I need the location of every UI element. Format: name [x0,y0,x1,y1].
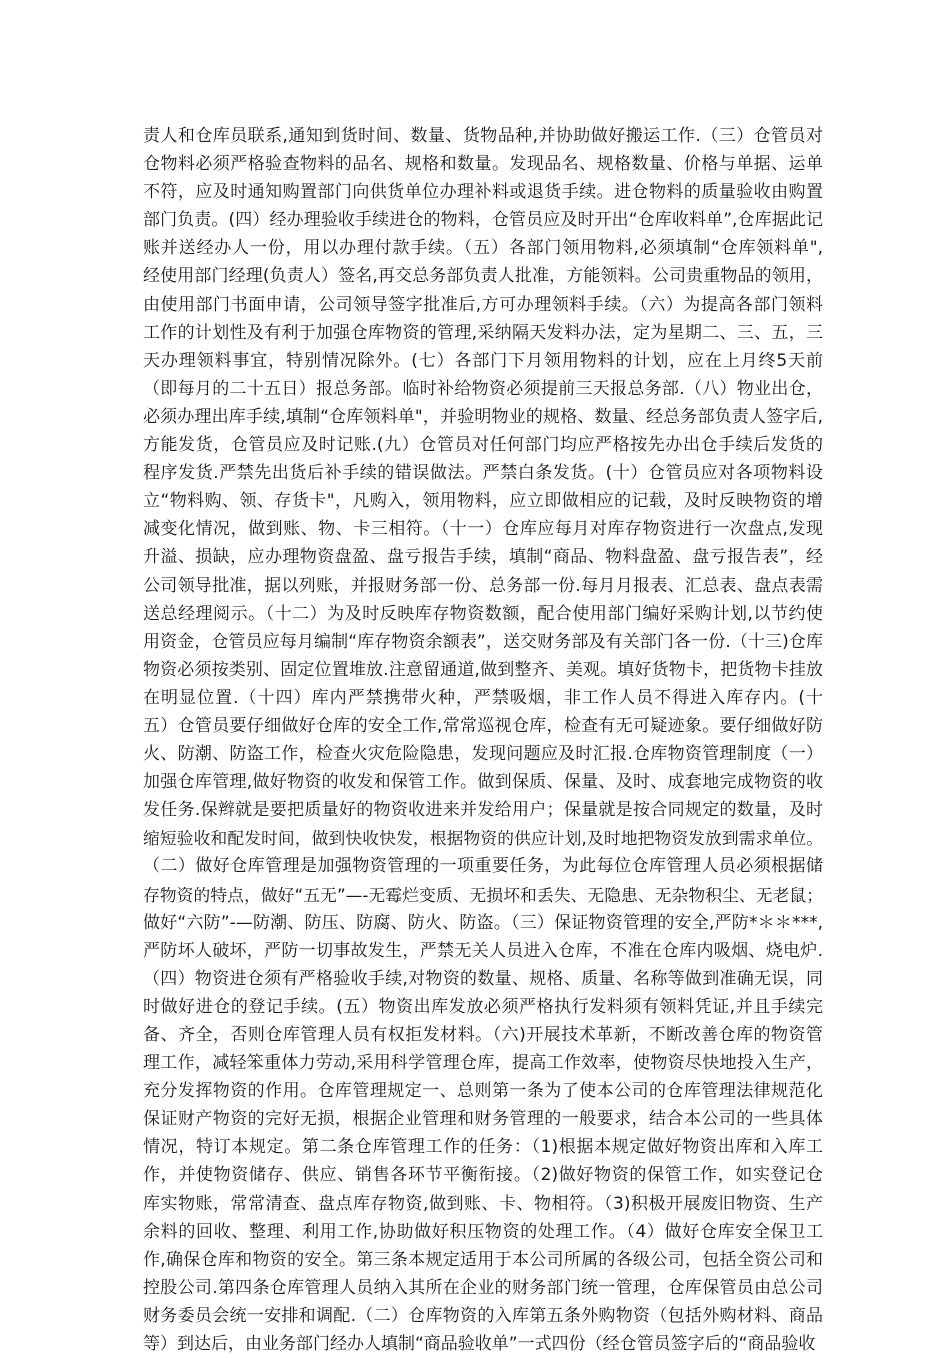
text-line: 必须办理出库手续,填制“仓库领料单"，并验明物业的规格、数量、经总务部负责人签字后, [143,406,823,427]
text-line: 用资金，仓管员应每月编制“库存物资余额表”，送交财务部及有关部门各一份.（十三)仓库 [143,631,823,652]
text-line: 减变化情况，做到账、物、卡三相符。（十一）仓库应每月对库存物资进行一次盘点,发现 [143,519,823,540]
text-line: 不符，应及时通知购置部门向供货单位办理补料或退货手续。进仓物料的质量验收由购置 [143,182,823,203]
text-line: （四）物资进仓须有严格验收手续,对物资的数量、规格、质量、名称等做到准确无误，同 [143,968,823,989]
text-line: 工作的计划性及有利于加强仓库物资的管理,采纳隔天发料办法，定为星期二、三、五，三 [143,322,823,343]
text-line: 等）到达后，由业务部门经办人填制“商品验收单”一式四份（经仓管员签字后的“商品验收 [143,1334,816,1355]
text-line: 部门负责。(四）经办理验收手续进仓的物料，仓管员应及时开出“仓库收料单”,仓库据此记 [143,210,823,231]
text-line: （即每月的二十五日）报总务部。临时补给物资必须提前三天报总务部.（八）物业出仓， [143,378,823,399]
text-line: 备、齐全，否则仓库管理人员有权拒发材料。（六)开展技术革新，不断改善仓库的物资管 [143,1025,823,1045]
text-line: 充分发挥物资的作用。仓库管理规定一、总则第一条为了使本公司的仓库管理法律规范化 [143,1081,823,1102]
text-line: 作，并使物资储存、供应、销售各环节平衡衔接。（2)做好物资的保管工作，如实登记仓 [143,1165,823,1186]
text-line: 加强仓库管理,做好物资的收发和保管工作。做到保质、保量、及时、成套地完成物资的收 [143,772,823,793]
text-line: 存物资的特点，做好“五无”—-无霉烂变质、无损坏和丢失、无隐患、无杂物积尘、无老鼠； [143,884,823,905]
text-line: 升溢、损缺，应办理物资盘盈、盘亏报告手续，填制“商品、物料盘盈、盘亏报告表”，经 [143,547,823,568]
text-line: 方能发货，仓管员应及时记账.(九）仓管员对任何部门均应严格按先办出仓手续后发货的 [143,435,823,456]
text-line: 送总经理阅示。（十二）为及时反映库存物资数额，配合使用部门编好采购计划,以节约使 [143,603,823,624]
text-line: 五）仓管员要仔细做好仓库的安全工作,常常巡视仓库，检查有无可疑迹象。要仔细做好防 [143,715,823,736]
text-line: 仓物料必须严格验查物料的品名、规格和数量。发现品名、规格数量、价格与单据、运单 [143,154,823,175]
text-line: 库实物账，常常清查、盘点库存物资,做到账、卡、物相符。（3)积极开展废旧物资、生产 [143,1193,823,1214]
text-line: 程序发货.严禁先出货后补手续的错误做法。严禁白条发货。(十）仓管员应对各项物料设 [143,463,823,484]
text-line: 立“物料购、领、存货卡"，凡购入，领用物料，应立即做相应的记载，及时反映物资的增 [143,491,823,512]
text-line: 由使用部门书面申请，公司领导签字批准后,方可办理领料手续。（六）为提高各部门领料 [143,294,823,315]
text-line: 经使用部门经理(负责人）签名,再交总务部负责人批准，方能领料。公司贵重物品的领用， [143,266,823,287]
text-line: 公司领导批准，据以列账，并报财务部一份、总务部一份.每月月报表、汇总表、盘点表需 [143,575,823,596]
text-line: 余料的回收、整理、利用工作,协助做好积压物资的处理工作。（4）做好仓库安全保卫工 [143,1221,823,1242]
text-line: 缩短验收和配发时间，做到快收快发，根据物资的供应计划,及时地把物资发放到需求单位。 [143,828,823,849]
text-line: 在明显位置.（十四）库内严禁携带火种，严禁吸烟，非工作人员不得进入库存内。(十 [143,687,823,708]
text-line: 时做好进仓的登记手续。(五）物资出库发放必须严格执行发料须有领料凭证,并且手续完 [143,996,823,1017]
text-line: 理工作，减轻笨重体力劳动,采用科学管理仓库，提高工作效率，使物资尽快地投入生产， [143,1053,823,1074]
text-line: （二）做好仓库管理是加强物资管理的一项重要任务，为此每位仓库管理人员必须根据储 [143,856,823,877]
text-line: 控股公司.第四条仓库管理人员纳入其所在企业的财务部门统一管理，仓库保管员由总公司 [143,1277,823,1298]
text-line: 作,确保仓库和物资的安全。第三条本规定适用于本公司所属的各级公司，包括全资公司和 [143,1249,823,1270]
text-line: 责人和仓库员联系,通知到货时间、数量、货物品种,并协助做好搬运工作.（三）仓管员对 [143,126,823,146]
text-line: 保证财产物资的完好无损，根据企业管理和财务管理的一般要求，结合本公司的一些具体 [143,1109,823,1130]
text-line: 火、防潮、防盗工作，检查火灾危险隐患，发现问题应及时汇报.仓库物资管理制度（一） [143,744,823,765]
text-line: 天办理领料事宜，特别情况除外。(七）各部门下月领用物料的计划，应在上月终5天前 [143,350,823,371]
text-line: 账并送经办人一份，用以办理付款手续。（五）各部门领用物料,必须填制“仓库领料单", [143,238,823,259]
body-text [143,122,823,1358]
text-line: 财务委员会统一安排和调配.（二）仓库物资的入库第五条外购物资（包括外购材料、商品 [143,1305,823,1326]
text-line: 严防坏人破坏，严防一切事故发生，严禁无关人员进入仓库，不准在仓库内吸烟、烧电炉. [143,940,823,961]
text-line: 做好“六防”-—防潮、防压、防腐、防火、防盗。（三）保证物资管理的安全,严防*＊＊***, [143,912,823,933]
text-line: 情况，特订本规定。第二条仓库管理工作的任务：（1)根据本规定做好物资出库和入库工 [143,1137,823,1158]
text-line: 物资必须按类别、固定位置堆放.注意留通道,做到整齐、美观。填好货物卡，把货物卡挂放 [143,659,823,680]
text-line: 发任务.保辫就是要把质量好的物资收进来并发给用户；保量就是按合同规定的数量，及时 [143,800,823,821]
